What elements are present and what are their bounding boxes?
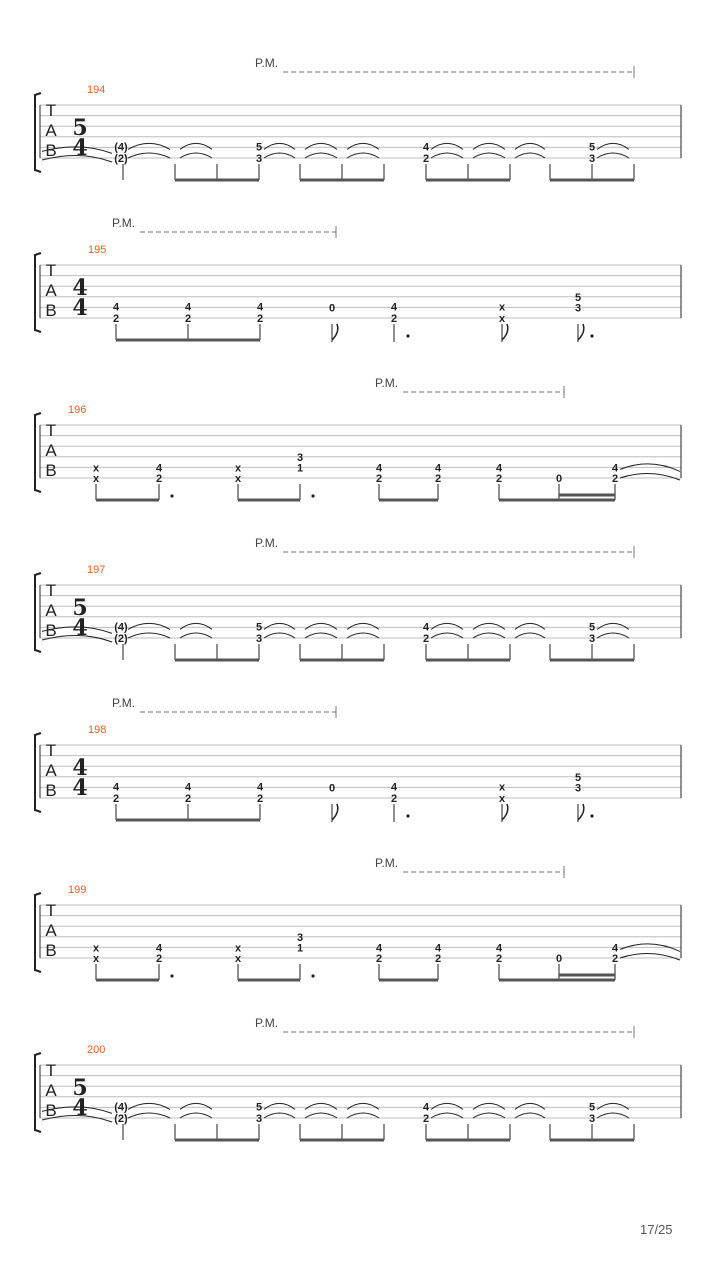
tie-arc	[431, 1113, 463, 1118]
tie-arc	[264, 1113, 295, 1118]
fret-number: 2	[495, 953, 503, 965]
fret-number: 3	[296, 451, 304, 464]
tie-arc	[620, 953, 680, 960]
fret-number: 4	[112, 301, 120, 314]
fret-number: 3	[255, 633, 263, 645]
page-number: 17/25	[640, 1222, 673, 1237]
note-flag	[502, 804, 508, 820]
fret-number: 4	[390, 301, 398, 314]
tab-clef-letter: B	[45, 781, 57, 800]
tie-arc	[347, 1103, 379, 1109]
fret-number: (4)	[114, 621, 128, 634]
tie-arc	[180, 633, 212, 638]
fret-number: x	[234, 462, 242, 475]
note-flag	[578, 324, 584, 340]
dot-rhythm	[406, 814, 409, 817]
dot-rhythm	[170, 494, 173, 497]
fret-number: (2)	[114, 153, 128, 165]
measure-number: 194	[87, 84, 106, 96]
tab-system-196	[35, 376, 681, 500]
tab-clef-letter: T	[45, 581, 57, 600]
tie-arc	[347, 623, 379, 629]
fret-number: 5	[574, 291, 582, 304]
fret-number: 4	[434, 942, 442, 955]
measure-number: 199	[68, 884, 87, 896]
fret-number: 3	[588, 633, 596, 645]
fret-number: 2	[434, 953, 442, 965]
fret-number: 4	[495, 942, 503, 955]
tie-arc	[264, 1103, 295, 1109]
tie-arc	[347, 633, 379, 638]
fret-number: 2	[155, 473, 163, 485]
fret-number: x	[234, 942, 242, 955]
tie-arc	[264, 633, 295, 638]
fret-number: 4	[422, 621, 430, 634]
tab-clef-letter: B	[45, 141, 57, 160]
tab-clef-letter: B	[45, 301, 57, 320]
fret-number: 2	[611, 473, 619, 485]
tab-clef-letter: T	[45, 421, 57, 440]
fret-number: x	[498, 313, 506, 325]
fret-number: 5	[588, 141, 596, 154]
fret-number: x	[498, 793, 506, 805]
fret-number: 4	[155, 942, 163, 955]
tie-arc	[305, 623, 337, 629]
tab-clef-letter: A	[45, 281, 57, 300]
tab-clef-letter: B	[45, 461, 57, 480]
measure-number: 195	[88, 244, 107, 256]
fret-number: 4	[422, 1101, 430, 1114]
fret-number: x	[234, 953, 242, 965]
tie-arc	[347, 143, 379, 149]
fret-number: 5	[574, 771, 582, 784]
tie-arc	[180, 1103, 212, 1109]
fret-number: 5	[588, 621, 596, 634]
tie-arc	[515, 153, 545, 158]
fret-number: 3	[296, 931, 304, 944]
tie-arc	[597, 633, 629, 638]
tie-arc	[305, 1113, 337, 1118]
tab-system-194	[35, 56, 681, 180]
tie-arc	[473, 1103, 505, 1109]
fret-number: x	[92, 462, 100, 475]
note-flag	[578, 804, 584, 820]
fret-number: 0	[555, 953, 563, 965]
fret-number: 1	[296, 942, 304, 955]
tie-arc	[305, 633, 337, 638]
fret-number: 4	[184, 301, 192, 314]
palm-mute-label: P.M.	[255, 56, 279, 70]
tie-arc	[597, 1103, 629, 1109]
tie-arc	[180, 623, 212, 629]
time-signature-bottom: 4	[72, 135, 88, 161]
fret-number: 5	[255, 141, 263, 154]
note-flag	[502, 324, 508, 340]
fret-number: 2	[611, 953, 619, 965]
note-flag	[332, 324, 338, 340]
tie-arc	[473, 1113, 505, 1118]
fret-number: 2	[155, 953, 163, 965]
fret-number: 1	[296, 462, 304, 475]
fret-number: 4	[256, 781, 264, 794]
tie-arc	[128, 633, 170, 638]
tab-clef-letter: A	[45, 121, 57, 140]
tie-arc	[264, 153, 295, 158]
fret-number: 2	[375, 473, 383, 485]
tie-arc	[431, 1103, 463, 1109]
fret-number: 3	[574, 302, 582, 315]
tab-clef-letter: T	[45, 101, 57, 120]
dot-rhythm	[590, 814, 593, 817]
tie-arc	[180, 1113, 212, 1118]
time-signature-bottom: 4	[72, 775, 88, 801]
palm-mute-label: P.M.	[112, 216, 136, 230]
tie-arc	[128, 143, 170, 149]
fret-number: x	[92, 953, 100, 965]
palm-mute-label: P.M.	[375, 856, 399, 870]
tab-clef-letter: A	[45, 1081, 57, 1100]
time-signature-top: 5	[72, 115, 88, 141]
fret-number: 2	[184, 313, 192, 325]
fret-number: 2	[434, 473, 442, 485]
fret-number: 4	[184, 781, 192, 794]
tie-arc	[128, 1103, 170, 1109]
measure-number: 196	[68, 404, 87, 416]
tie-arc	[128, 153, 170, 158]
fret-number: 3	[574, 782, 582, 795]
fret-number: x	[498, 781, 506, 794]
tie-arc	[597, 143, 629, 149]
fret-number: 4	[155, 462, 163, 475]
fret-number: 2	[495, 473, 503, 485]
fret-number: 4	[611, 462, 619, 475]
fret-number: 3	[588, 1113, 596, 1125]
dot-rhythm	[311, 974, 314, 977]
tab-system-197	[35, 536, 681, 660]
tie-arc	[515, 1113, 545, 1118]
fret-number: 4	[422, 141, 430, 154]
fret-number: 0	[328, 782, 336, 795]
fret-number: (2)	[114, 633, 128, 645]
tab-clef-letter: B	[45, 941, 57, 960]
fret-number: 5	[255, 1101, 263, 1114]
tie-arc	[473, 143, 505, 149]
dot-rhythm	[311, 494, 314, 497]
tab-clef-letter: T	[45, 261, 57, 280]
fret-number: x	[234, 473, 242, 485]
dot-rhythm	[170, 974, 173, 977]
fret-number: (4)	[114, 1101, 128, 1114]
tie-arc	[431, 623, 463, 629]
fret-number: 3	[255, 1113, 263, 1125]
fret-number: x	[498, 301, 506, 314]
fret-number: 5	[588, 1101, 596, 1114]
tab-system-199	[35, 856, 681, 980]
tie-arc	[128, 1113, 170, 1118]
tie-arc	[431, 153, 463, 158]
fret-number: 4	[390, 781, 398, 794]
time-signature-top: 4	[72, 755, 88, 781]
fret-number: 2	[422, 1113, 430, 1125]
tie-arc	[305, 1103, 337, 1109]
fret-number: 3	[255, 153, 263, 165]
tab-clef-letter: B	[45, 1101, 57, 1120]
fret-number: 2	[184, 793, 192, 805]
tab-system-200	[35, 1016, 681, 1140]
time-signature-top: 4	[72, 275, 88, 301]
fret-number: x	[92, 942, 100, 955]
dot-rhythm	[590, 334, 593, 337]
tie-arc	[473, 623, 505, 629]
fret-number: 2	[256, 793, 264, 805]
fret-number: 2	[422, 633, 430, 645]
tab-clef-letter: A	[45, 761, 57, 780]
fret-number: 2	[422, 153, 430, 165]
fret-number: 4	[256, 301, 264, 314]
fret-number: 4	[495, 462, 503, 475]
tie-arc	[264, 623, 295, 629]
tie-arc	[515, 1103, 545, 1109]
tie-arc	[128, 623, 170, 629]
tab-clef-letter: A	[45, 441, 57, 460]
fret-number: 5	[255, 621, 263, 634]
time-signature-bottom: 4	[72, 1095, 88, 1121]
tie-arc	[431, 633, 463, 638]
fret-number: 4	[112, 781, 120, 794]
measure-number: 197	[87, 564, 106, 576]
tie-arc	[347, 153, 379, 158]
fret-number: 0	[328, 302, 336, 315]
fret-number: 2	[390, 313, 398, 325]
tie-arc	[180, 143, 212, 149]
fret-number: 3	[588, 153, 596, 165]
fret-number: (2)	[114, 1113, 128, 1125]
fret-number: 4	[375, 942, 383, 955]
tie-arc	[431, 143, 463, 149]
palm-mute-label: P.M.	[255, 1016, 279, 1030]
measure-number: 200	[87, 1044, 106, 1056]
fret-number: x	[92, 473, 100, 485]
tie-arc	[597, 1113, 629, 1118]
time-signature-top: 5	[72, 1075, 88, 1101]
tab-clef-letter: T	[45, 901, 57, 920]
tie-arc	[264, 143, 295, 149]
tie-arc	[180, 153, 212, 158]
fret-number: 2	[390, 793, 398, 805]
fret-number: 2	[112, 793, 120, 805]
fret-number: 0	[555, 473, 563, 485]
tie-arc	[597, 623, 629, 629]
tie-arc	[597, 153, 629, 158]
fret-number: 4	[375, 462, 383, 475]
time-signature-top: 5	[72, 595, 88, 621]
tab-clef-letter: T	[45, 741, 57, 760]
note-flag	[332, 804, 338, 820]
fret-number: 4	[434, 462, 442, 475]
palm-mute-label: P.M.	[255, 536, 279, 550]
fret-number: 2	[112, 313, 120, 325]
tab-system-195	[35, 216, 681, 342]
tie-arc	[515, 623, 545, 629]
tab-clef-letter: B	[45, 621, 57, 640]
tab-clef-letter: A	[45, 921, 57, 940]
fret-number: 4	[611, 942, 619, 955]
fret-number: 2	[375, 953, 383, 965]
tab-system-198	[35, 696, 681, 822]
tie-arc	[347, 1113, 379, 1118]
tie-arc	[305, 143, 337, 149]
tab-clef-letter: T	[45, 1061, 57, 1080]
tie-arc	[473, 153, 505, 158]
tie-arc	[473, 633, 505, 638]
tab-clef-letter: A	[45, 601, 57, 620]
tie-arc	[305, 153, 337, 158]
measure-number: 198	[88, 724, 107, 736]
palm-mute-label: P.M.	[375, 376, 399, 390]
time-signature-bottom: 4	[72, 615, 88, 641]
fret-number: 2	[256, 313, 264, 325]
time-signature-bottom: 4	[72, 295, 88, 321]
palm-mute-label: P.M.	[112, 696, 136, 710]
tie-arc	[620, 473, 680, 480]
dot-rhythm	[406, 334, 409, 337]
tie-arc	[515, 143, 545, 149]
fret-number: (4)	[114, 141, 128, 154]
tie-arc	[515, 633, 545, 638]
